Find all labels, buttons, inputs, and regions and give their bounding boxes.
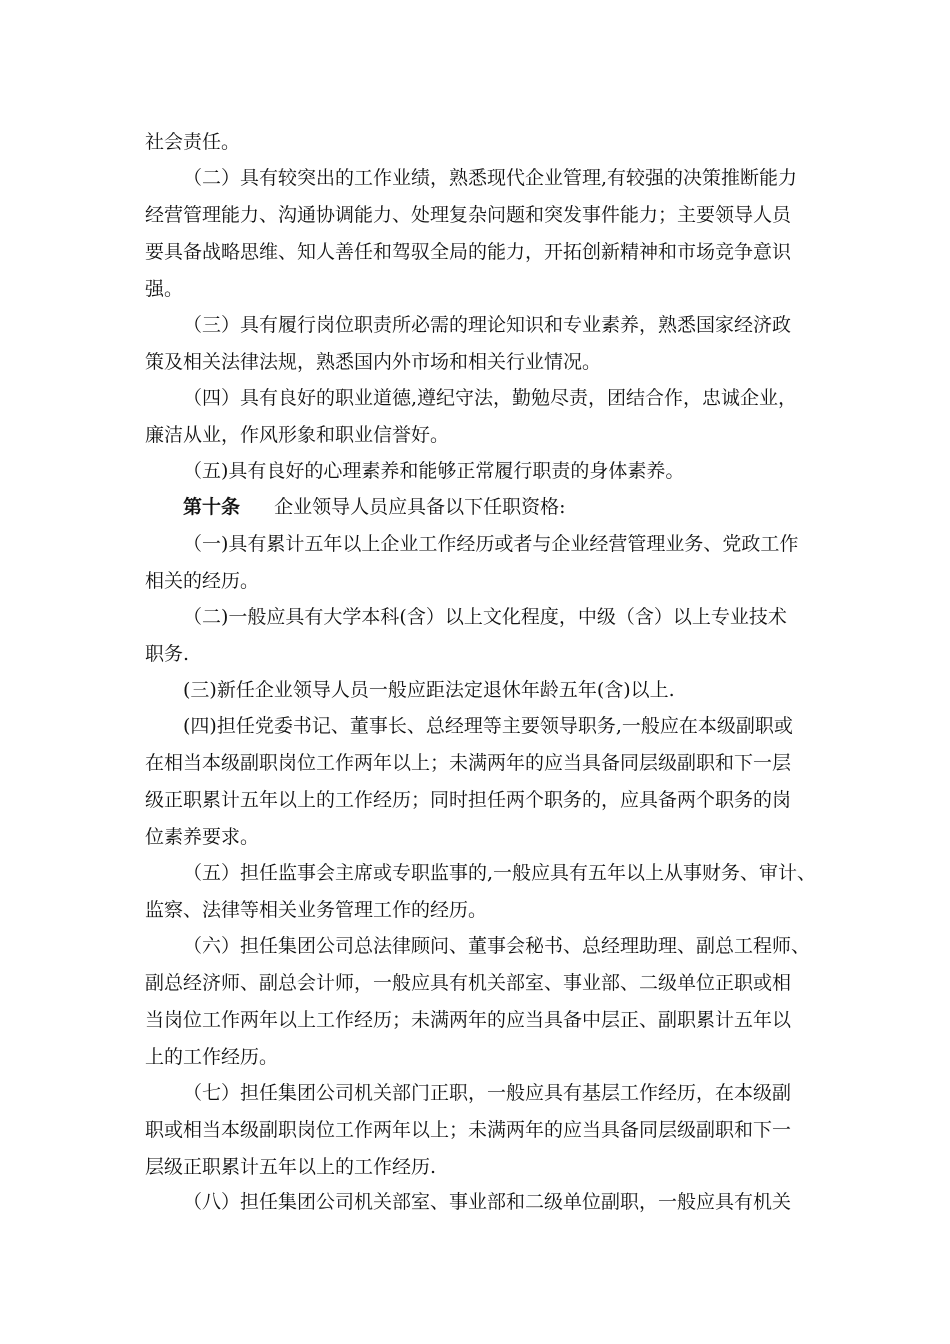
text-line: (三)新任企业领导人员一般应距法定退休年龄五年(含)以上. xyxy=(183,679,675,701)
text-line: 在相当本级副职岗位工作两年以上；未满两年的应当具备同层级副职和下一层 xyxy=(145,752,792,774)
qualification-item-3 xyxy=(145,672,820,709)
text-line: 当岗位工作两年以上工作经历；未满两年的应当具备中层正、副职累计五年以 xyxy=(145,1009,792,1031)
text-line: 级正职累计五年以上的工作经历；同时担任两个职务的，应具备两个职务的岗 xyxy=(145,789,792,811)
text-line: 职务. xyxy=(145,643,190,665)
text-line: （二)一般应具有大学本科(含）以上文化程度，中级（含）以上专业技术 xyxy=(183,606,787,628)
text-line: 廉洁从业，作风形象和职业信誉好。 xyxy=(145,424,450,446)
text-line: (四)担任党委书记、董事长、总经理等主要领导职务,一般应在本级副职或 xyxy=(183,715,793,737)
text-line: 要具备战略思维、知人善任和驾驭全局的能力，开拓创新精神和市场竞争意识 xyxy=(145,241,792,263)
text-line: 层级正职累计五年以上的工作经历. xyxy=(145,1156,437,1178)
text-line: 强。 xyxy=(145,278,184,300)
article-number: 第十条 xyxy=(183,496,241,518)
text-line: （七）担任集团公司机关部门正职，一般应具有基层工作经历，在本级副 xyxy=(183,1082,792,1104)
text-line: 相关的经历。 xyxy=(145,570,260,592)
text-line: （五）担任监事会主席或专职监事的,一般应具有五年以上从事财务、审计、 xyxy=(183,862,817,884)
qualification-item-8 xyxy=(145,1184,820,1221)
text-line: 策及相关法律法规，熟悉国内外市场和相关行业情况。 xyxy=(145,351,602,373)
qualification-item-2 xyxy=(145,599,820,673)
text-line: 企业领导人员应具备以下任职资格: xyxy=(274,496,566,518)
text-line: （八）担任集团公司机关部室、事业部和二级单位副职，一般应具有机关 xyxy=(183,1191,792,1213)
text-line: 经营管理能力、沟通协调能力、处理复杂问题和突发事件能力；主要领导人员 xyxy=(145,204,792,226)
text-line: 副总经济师、副总会计师，一般应具有机关部室、事业部、二级单位正职或相 xyxy=(145,972,792,994)
text-line: 上的工作经历。 xyxy=(145,1046,279,1068)
text-line: 位素养要求。 xyxy=(145,826,260,848)
text-line: （六）担任集团公司总法律顾问、董事会秘书、总经理助理、副总工程师、 xyxy=(183,935,811,957)
paragraph-item-2 xyxy=(145,160,820,308)
paragraph-item-4 xyxy=(145,380,820,454)
article-10-heading xyxy=(145,489,820,526)
text-line: （二）具有较突出的工作业绩，熟悉现代企业管理,有较强的决策推断能力 xyxy=(183,167,798,189)
paragraph-item-5 xyxy=(145,453,820,490)
qualification-item-7 xyxy=(145,1075,820,1186)
text-line: 职或相当本级副职岗位工作两年以上；未满两年的应当具备同层级副职和下一 xyxy=(145,1119,792,1141)
text-line: （四）具有良好的职业道德,遵纪守法，勤勉尽责，团结合作，忠诚企业， xyxy=(183,387,798,409)
qualification-item-6 xyxy=(145,928,820,1076)
paragraph-social-responsibility xyxy=(145,124,820,161)
qualification-item-1 xyxy=(145,526,820,600)
text-line: 社会责任。 xyxy=(145,131,241,153)
text-line: （三）具有履行岗位职责所必需的理论知识和专业素养，熟悉国家经济政 xyxy=(183,314,792,336)
qualification-item-4 xyxy=(145,708,820,856)
text-line: （一)具有累计五年以上企业工作经历或者与企业经营管理业务、党政工作 xyxy=(183,533,799,555)
paragraph-item-3 xyxy=(145,307,820,381)
text-line: 监察、法律等相关业务管理工作的经历。 xyxy=(145,899,488,921)
text-line: （五)具有良好的心理素养和能够正常履行职责的身体素养。 xyxy=(183,460,685,482)
qualification-item-5 xyxy=(145,855,820,929)
